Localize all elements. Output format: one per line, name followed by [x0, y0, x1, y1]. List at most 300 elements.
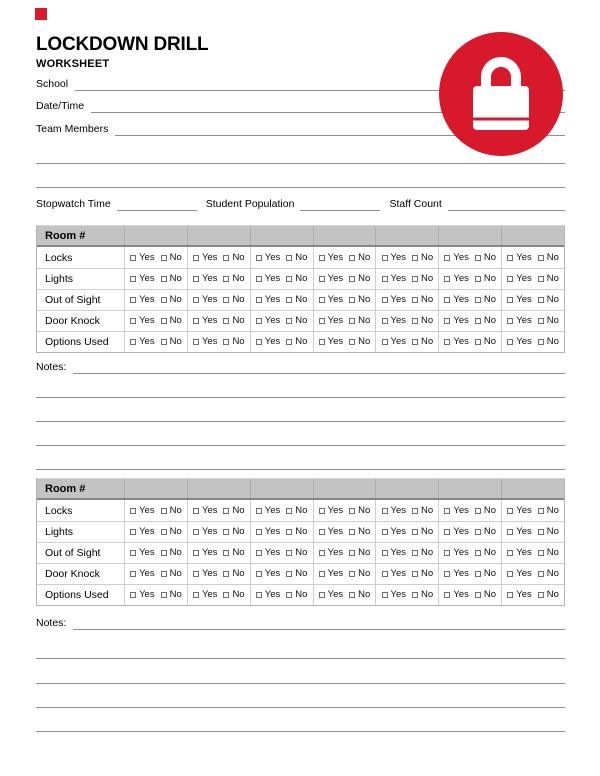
no-checkbox[interactable] — [538, 592, 544, 598]
room-number-entry-cell[interactable] — [124, 226, 187, 245]
team-members-extra-line-2[interactable] — [36, 187, 565, 188]
notes-label: Notes: — [36, 361, 67, 373]
yes-checkbox[interactable] — [382, 508, 388, 514]
no-label: No — [232, 273, 245, 284]
no-checkbox[interactable] — [538, 508, 544, 514]
no-checkbox[interactable] — [475, 339, 481, 345]
yes-checkbox[interactable] — [382, 571, 388, 577]
no-checkbox[interactable] — [412, 508, 418, 514]
no-label: No — [483, 294, 497, 305]
yes-label: Yes — [201, 336, 218, 347]
room-number-entry-cell[interactable] — [438, 479, 501, 498]
room-number-entry-cell[interactable] — [124, 479, 187, 498]
lock-badge — [439, 32, 563, 156]
yes-checkbox[interactable] — [319, 529, 325, 535]
room-number-entry-cell[interactable] — [313, 479, 376, 498]
yes-no-cell — [438, 311, 501, 331]
yes-no-cell — [187, 269, 250, 289]
no-checkbox[interactable] — [286, 550, 292, 556]
yes-label: Yes — [139, 251, 155, 263]
yes-no-cell — [124, 311, 187, 331]
yes-checkbox[interactable] — [256, 297, 262, 303]
stopwatch-time-label: Stopwatch Time — [36, 198, 111, 210]
notes-line[interactable] — [36, 683, 565, 684]
no-label: No — [421, 526, 434, 537]
yes-checkbox[interactable] — [319, 592, 325, 598]
yes-no-cell — [187, 290, 250, 310]
no-label: No — [295, 526, 308, 537]
yes-no-cell — [375, 564, 438, 584]
yes-checkbox[interactable] — [256, 550, 262, 556]
no-label: No — [358, 251, 371, 263]
no-checkbox[interactable] — [475, 592, 481, 598]
no-checkbox[interactable] — [412, 318, 418, 324]
no-checkbox[interactable] — [475, 571, 481, 577]
notes-line[interactable] — [36, 731, 565, 732]
room-number-entry-cell[interactable] — [438, 226, 501, 245]
no-label: No — [169, 504, 182, 516]
yes-checkbox[interactable] — [382, 339, 388, 345]
yes-checkbox[interactable] — [319, 297, 325, 303]
yes-checkbox[interactable] — [130, 592, 136, 598]
yes-checkbox[interactable] — [507, 592, 513, 598]
no-checkbox[interactable] — [161, 255, 167, 261]
no-label: No — [421, 273, 434, 284]
no-checkbox[interactable] — [223, 339, 229, 345]
no-label: No — [295, 273, 308, 284]
yes-checkbox[interactable] — [507, 318, 513, 324]
no-label: No — [358, 504, 371, 516]
yes-no-cell — [375, 522, 438, 542]
yes-checkbox[interactable] — [444, 255, 450, 261]
no-checkbox[interactable] — [538, 550, 544, 556]
yes-no-cell — [501, 269, 564, 289]
notes-line[interactable] — [36, 707, 565, 708]
yes-checkbox[interactable] — [256, 508, 262, 514]
no-checkbox[interactable] — [412, 529, 418, 535]
yes-no-cell — [501, 564, 564, 584]
room-number-entry-cell[interactable] — [250, 226, 313, 245]
no-checkbox[interactable] — [538, 529, 544, 535]
staff-count-input-line[interactable] — [448, 192, 565, 211]
no-checkbox[interactable] — [412, 339, 418, 345]
row-label: Out of Sight — [45, 547, 101, 559]
no-checkbox[interactable] — [412, 592, 418, 598]
notes-line[interactable] — [36, 469, 565, 470]
no-label: No — [232, 251, 245, 263]
no-label: No — [232, 315, 245, 326]
no-label: No — [169, 547, 182, 558]
no-checkbox[interactable] — [223, 592, 229, 598]
no-checkbox[interactable] — [223, 571, 229, 577]
yes-label: Yes — [201, 526, 218, 537]
no-label: No — [169, 273, 182, 284]
yes-no-cell — [124, 290, 187, 310]
yes-checkbox[interactable] — [507, 550, 513, 556]
no-label: No — [295, 504, 308, 516]
yes-label: Yes — [390, 273, 407, 284]
yes-checkbox[interactable] — [193, 571, 199, 577]
yes-label: Yes — [139, 294, 155, 305]
no-checkbox[interactable] — [286, 571, 292, 577]
yes-label: Yes — [453, 504, 469, 516]
yes-label: Yes — [453, 294, 469, 305]
no-checkbox[interactable] — [223, 318, 229, 324]
no-checkbox[interactable] — [412, 571, 418, 577]
yes-label: Yes — [139, 504, 155, 516]
stopwatch-time-input-line[interactable] — [117, 192, 197, 211]
yes-label: Yes — [327, 526, 344, 537]
yes-no-cell — [250, 290, 313, 310]
yes-checkbox[interactable] — [256, 571, 262, 577]
row-label: Options Used — [45, 589, 109, 601]
no-checkbox[interactable] — [223, 508, 229, 514]
yes-no-cell — [438, 332, 501, 352]
student-population-input-line[interactable] — [300, 192, 380, 211]
yes-checkbox[interactable] — [130, 255, 136, 261]
no-checkbox[interactable] — [412, 276, 418, 282]
no-label: No — [295, 336, 308, 347]
yes-no-cell — [187, 543, 250, 563]
no-checkbox[interactable] — [412, 255, 418, 261]
yes-checkbox[interactable] — [193, 318, 199, 324]
yes-no-cell — [438, 522, 501, 542]
yes-label: Yes — [390, 315, 407, 326]
yes-no-cell — [187, 500, 250, 521]
no-label: No — [421, 315, 434, 326]
room-number-entry-cell[interactable] — [501, 226, 564, 245]
yes-checkbox[interactable] — [319, 550, 325, 556]
no-label: No — [421, 336, 434, 347]
no-checkbox[interactable] — [349, 529, 355, 535]
yes-label: Yes — [264, 336, 281, 347]
yes-label: Yes — [264, 273, 281, 284]
yes-no-cell — [501, 332, 564, 352]
no-label: No — [546, 568, 559, 579]
yes-checkbox[interactable] — [382, 276, 388, 282]
no-checkbox[interactable] — [286, 508, 292, 514]
yes-no-cell — [187, 332, 250, 352]
yes-checkbox[interactable] — [193, 550, 199, 556]
no-label: No — [169, 589, 182, 600]
yes-checkbox[interactable] — [319, 571, 325, 577]
table-row — [37, 500, 564, 521]
no-checkbox[interactable] — [286, 318, 292, 324]
no-checkbox[interactable] — [161, 297, 167, 303]
yes-checkbox[interactable] — [130, 571, 136, 577]
yes-no-cell — [501, 585, 564, 605]
yes-checkbox[interactable] — [256, 276, 262, 282]
yes-checkbox[interactable] — [130, 276, 136, 282]
yes-checkbox[interactable] — [256, 318, 262, 324]
no-checkbox[interactable] — [349, 318, 355, 324]
yes-checkbox[interactable] — [130, 508, 136, 514]
yes-checkbox[interactable] — [444, 318, 450, 324]
no-checkbox[interactable] — [349, 571, 355, 577]
yes-checkbox[interactable] — [444, 339, 450, 345]
yes-label: Yes — [327, 336, 344, 347]
datetime-label: Date/Time — [36, 100, 85, 112]
no-label: No — [483, 504, 497, 516]
yes-checkbox[interactable] — [193, 339, 199, 345]
yes-no-cell — [501, 500, 564, 521]
team-members-extra-line-1[interactable] — [36, 163, 565, 164]
yes-checkbox[interactable] — [507, 297, 513, 303]
yes-no-cell — [250, 522, 313, 542]
no-label: No — [169, 294, 182, 305]
no-checkbox[interactable] — [538, 318, 544, 324]
no-checkbox[interactable] — [475, 508, 481, 514]
no-checkbox[interactable] — [286, 297, 292, 303]
yes-checkbox[interactable] — [444, 529, 450, 535]
room-table-2 — [36, 478, 565, 606]
no-checkbox[interactable] — [161, 592, 167, 598]
notes-line[interactable] — [36, 421, 565, 422]
yes-no-cell — [313, 522, 376, 542]
no-label: No — [421, 294, 434, 305]
yes-label: Yes — [390, 547, 407, 558]
yes-checkbox[interactable] — [193, 255, 199, 261]
yes-label: Yes — [453, 336, 469, 347]
yes-checkbox[interactable] — [382, 550, 388, 556]
yes-label: Yes — [201, 294, 218, 305]
yes-label: Yes — [264, 568, 281, 579]
yes-no-cell — [313, 585, 376, 605]
no-checkbox[interactable] — [538, 571, 544, 577]
brand-square-logo — [35, 8, 47, 20]
yes-checkbox[interactable] — [507, 339, 513, 345]
no-label: No — [546, 526, 559, 537]
yes-checkbox[interactable] — [319, 318, 325, 324]
yes-label: Yes — [139, 589, 155, 600]
yes-label: Yes — [516, 504, 532, 516]
no-checkbox[interactable] — [349, 550, 355, 556]
no-label: No — [232, 336, 245, 347]
yes-label: Yes — [516, 315, 532, 326]
yes-no-cell — [501, 543, 564, 563]
yes-label: Yes — [264, 315, 281, 326]
table-row — [37, 542, 564, 563]
yes-checkbox[interactable] — [130, 550, 136, 556]
no-checkbox[interactable] — [538, 297, 544, 303]
yes-label: Yes — [201, 504, 218, 516]
room-number-header: Room # — [45, 229, 86, 242]
yes-checkbox[interactable] — [382, 592, 388, 598]
no-checkbox[interactable] — [349, 255, 355, 261]
yes-no-cell — [438, 247, 501, 268]
yes-no-cell — [250, 564, 313, 584]
yes-checkbox[interactable] — [507, 508, 513, 514]
yes-checkbox[interactable] — [444, 276, 450, 282]
table-row — [37, 268, 564, 289]
yes-checkbox[interactable] — [130, 339, 136, 345]
no-checkbox[interactable] — [538, 276, 544, 282]
yes-checkbox[interactable] — [444, 508, 450, 514]
yes-label: Yes — [264, 504, 281, 516]
no-checkbox[interactable] — [223, 255, 229, 261]
yes-label: Yes — [327, 589, 344, 600]
no-checkbox[interactable] — [286, 276, 292, 282]
yes-no-cell — [313, 543, 376, 563]
no-checkbox[interactable] — [223, 297, 229, 303]
room-number-entry-cell[interactable] — [375, 226, 438, 245]
yes-label: Yes — [327, 315, 344, 326]
yes-checkbox[interactable] — [444, 550, 450, 556]
yes-checkbox[interactable] — [256, 529, 262, 535]
no-checkbox[interactable] — [538, 339, 544, 345]
yes-checkbox[interactable] — [382, 297, 388, 303]
room-number-entry-cell[interactable] — [187, 479, 250, 498]
no-checkbox[interactable] — [475, 276, 481, 282]
no-checkbox[interactable] — [475, 529, 481, 535]
no-label: No — [232, 547, 245, 558]
yes-checkbox[interactable] — [444, 297, 450, 303]
table-row — [37, 331, 564, 352]
no-checkbox[interactable] — [161, 508, 167, 514]
yes-label: Yes — [201, 589, 218, 600]
no-checkbox[interactable] — [475, 550, 481, 556]
yes-no-cell — [250, 332, 313, 352]
no-checkbox[interactable] — [286, 339, 292, 345]
yes-checkbox[interactable] — [193, 276, 199, 282]
yes-checkbox[interactable] — [130, 318, 136, 324]
yes-checkbox[interactable] — [256, 255, 262, 261]
yes-checkbox[interactable] — [319, 339, 325, 345]
room-number-entry-cell[interactable] — [501, 479, 564, 498]
no-label: No — [232, 568, 245, 579]
yes-checkbox[interactable] — [193, 592, 199, 598]
yes-label: Yes — [264, 251, 281, 263]
yes-label: Yes — [453, 568, 469, 579]
yes-checkbox[interactable] — [319, 276, 325, 282]
yes-checkbox[interactable] — [507, 276, 513, 282]
no-checkbox[interactable] — [161, 318, 167, 324]
no-checkbox[interactable] — [349, 592, 355, 598]
yes-checkbox[interactable] — [507, 571, 513, 577]
no-label: No — [232, 589, 245, 600]
no-checkbox[interactable] — [475, 297, 481, 303]
yes-no-cell — [250, 500, 313, 521]
yes-label: Yes — [453, 547, 469, 558]
yes-checkbox[interactable] — [256, 592, 262, 598]
no-checkbox[interactable] — [286, 255, 292, 261]
yes-checkbox[interactable] — [382, 318, 388, 324]
no-checkbox[interactable] — [349, 276, 355, 282]
yes-no-cell — [438, 290, 501, 310]
no-label: No — [358, 336, 371, 347]
no-label: No — [358, 294, 371, 305]
no-checkbox[interactable] — [161, 571, 167, 577]
no-label: No — [483, 568, 497, 579]
notes-line[interactable] — [36, 658, 565, 659]
no-checkbox[interactable] — [223, 276, 229, 282]
no-checkbox[interactable] — [161, 529, 167, 535]
yes-checkbox[interactable] — [193, 508, 199, 514]
no-checkbox[interactable] — [286, 529, 292, 535]
no-checkbox[interactable] — [223, 529, 229, 535]
yes-checkbox[interactable] — [193, 529, 199, 535]
no-checkbox[interactable] — [412, 550, 418, 556]
room-number-entry-cell[interactable] — [375, 479, 438, 498]
notes-block-1 — [36, 354, 565, 374]
notes-input-line[interactable] — [73, 611, 565, 630]
yes-checkbox[interactable] — [382, 529, 388, 535]
yes-label: Yes — [390, 294, 407, 305]
no-checkbox[interactable] — [349, 339, 355, 345]
yes-no-cell — [375, 290, 438, 310]
yes-checkbox[interactable] — [319, 508, 325, 514]
room-number-entry-cell[interactable] — [313, 226, 376, 245]
yes-checkbox[interactable] — [444, 592, 450, 598]
yes-no-cell — [124, 522, 187, 542]
room-number-entry-cell[interactable] — [250, 479, 313, 498]
no-label: No — [232, 294, 245, 305]
table-row — [37, 584, 564, 605]
no-checkbox[interactable] — [161, 276, 167, 282]
no-label: No — [421, 251, 434, 263]
no-checkbox[interactable] — [412, 297, 418, 303]
yes-no-cell — [313, 290, 376, 310]
no-checkbox[interactable] — [538, 255, 544, 261]
no-label: No — [295, 294, 308, 305]
no-label: No — [546, 589, 559, 600]
yes-label: Yes — [516, 336, 532, 347]
no-checkbox[interactable] — [475, 318, 481, 324]
yes-checkbox[interactable] — [319, 255, 325, 261]
yes-label: Yes — [453, 251, 469, 263]
yes-checkbox[interactable] — [130, 297, 136, 303]
yes-label: Yes — [390, 336, 407, 347]
yes-label: Yes — [516, 294, 532, 305]
page-title: LOCKDOWN DRILL — [36, 34, 209, 55]
yes-no-cell — [313, 500, 376, 521]
yes-no-cell — [313, 311, 376, 331]
notes-line[interactable] — [36, 445, 565, 446]
no-checkbox[interactable] — [286, 592, 292, 598]
yes-checkbox[interactable] — [130, 529, 136, 535]
notes-input-line[interactable] — [73, 355, 565, 374]
no-checkbox[interactable] — [223, 550, 229, 556]
yes-checkbox[interactable] — [193, 297, 199, 303]
no-checkbox[interactable] — [349, 297, 355, 303]
yes-checkbox[interactable] — [444, 571, 450, 577]
yes-no-cell — [438, 585, 501, 605]
no-label: No — [295, 315, 308, 326]
room-number-entry-cell[interactable] — [187, 226, 250, 245]
no-label: No — [358, 589, 371, 600]
yes-checkbox[interactable] — [507, 255, 513, 261]
yes-checkbox[interactable] — [256, 339, 262, 345]
notes-line[interactable] — [36, 397, 565, 398]
no-label: No — [421, 547, 434, 558]
no-checkbox[interactable] — [161, 550, 167, 556]
row-label: Lights — [45, 273, 74, 285]
yes-no-cell — [250, 311, 313, 331]
no-label: No — [421, 568, 434, 579]
room-table-header-row — [37, 479, 564, 500]
yes-checkbox[interactable] — [507, 529, 513, 535]
no-checkbox[interactable] — [161, 339, 167, 345]
no-checkbox[interactable] — [349, 508, 355, 514]
yes-label: Yes — [390, 589, 407, 600]
yes-label: Yes — [390, 526, 407, 537]
yes-no-cell — [375, 500, 438, 521]
table-row — [37, 563, 564, 584]
no-label: No — [169, 336, 182, 347]
no-checkbox[interactable] — [475, 255, 481, 261]
yes-checkbox[interactable] — [382, 255, 388, 261]
table-row — [37, 521, 564, 542]
